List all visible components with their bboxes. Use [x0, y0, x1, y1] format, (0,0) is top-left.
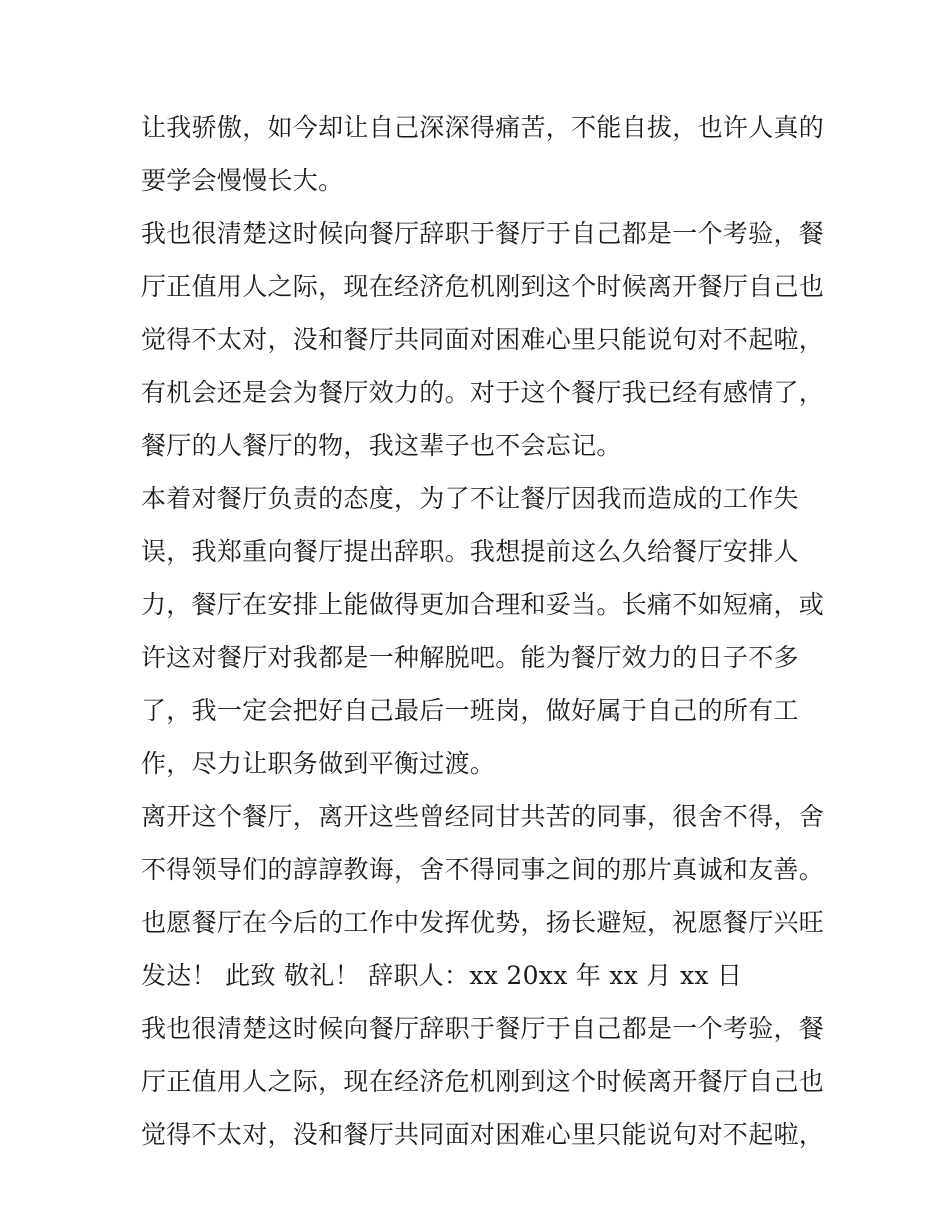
text-line: 要学会慢慢长大。 [141, 166, 344, 195]
text-line: 餐厅的人餐厅的物，我这辈子也不会忘记。 [141, 431, 622, 460]
text-line: 力，餐厅在安排上能做得更加合理和妥当。长痛不如短痛，或 [141, 590, 825, 619]
text-line: 离开这个餐厅，离开这些曾经同甘共苦的同事，很舍不得，舍 [141, 802, 825, 831]
text-line: 觉得不太对，没和餐厅共同面对困难心里只能说句对不起啦， [141, 1120, 825, 1149]
text-line: 发达！ 此致 敬礼！ 辞职人：xx 20xx 年 xx 月 xx 日 [141, 961, 743, 990]
text-line: 许这对餐厅对我都是一种解脱吧。能为餐厅效力的日子不多 [141, 643, 799, 672]
text-line: 厅正值用人之际，现在经济危机刚到这个时候离开餐厅自己也 [141, 1067, 825, 1096]
text-line: 我也很清楚这时候向餐厅辞职于餐厅于自己都是一个考验，餐 [141, 219, 825, 248]
text-line: 误，我郑重向餐厅提出辞职。我想提前这么久给餐厅安排人 [141, 537, 799, 566]
text-line: 厅正值用人之际，现在经济危机刚到这个时候离开餐厅自己也 [141, 272, 825, 301]
text-line: 不得领导们的諄諄教诲，舍不得同事之间的那片真诚和友善。 [141, 855, 825, 884]
text-line: 作，尽力让职务做到平衡过渡。 [141, 749, 496, 778]
text-line: 觉得不太对，没和餐厅共同面对困难心里只能说句对不起啦， [141, 325, 825, 354]
text-line: 有机会还是会为餐厅效力的。对于这个餐厅我已经有感情了， [141, 378, 825, 407]
text-line: 了，我一定会把好自己最后一班岗，做好属于自己的所有工 [141, 696, 799, 725]
text-line: 让我骄傲，如今却让自己深深得痛苦，不能自拔，也许人真的 [141, 113, 825, 142]
text-line: 我也很清楚这时候向餐厅辞职于餐厅于自己都是一个考验，餐 [141, 1014, 825, 1043]
text-line: 本着对餐厅负责的态度，为了不让餐厅因我而造成的工作失 [141, 484, 799, 513]
text-line: 也愿餐厅在今后的工作中发挥优势，扬长避短，祝愿餐厅兴旺 [141, 908, 825, 937]
